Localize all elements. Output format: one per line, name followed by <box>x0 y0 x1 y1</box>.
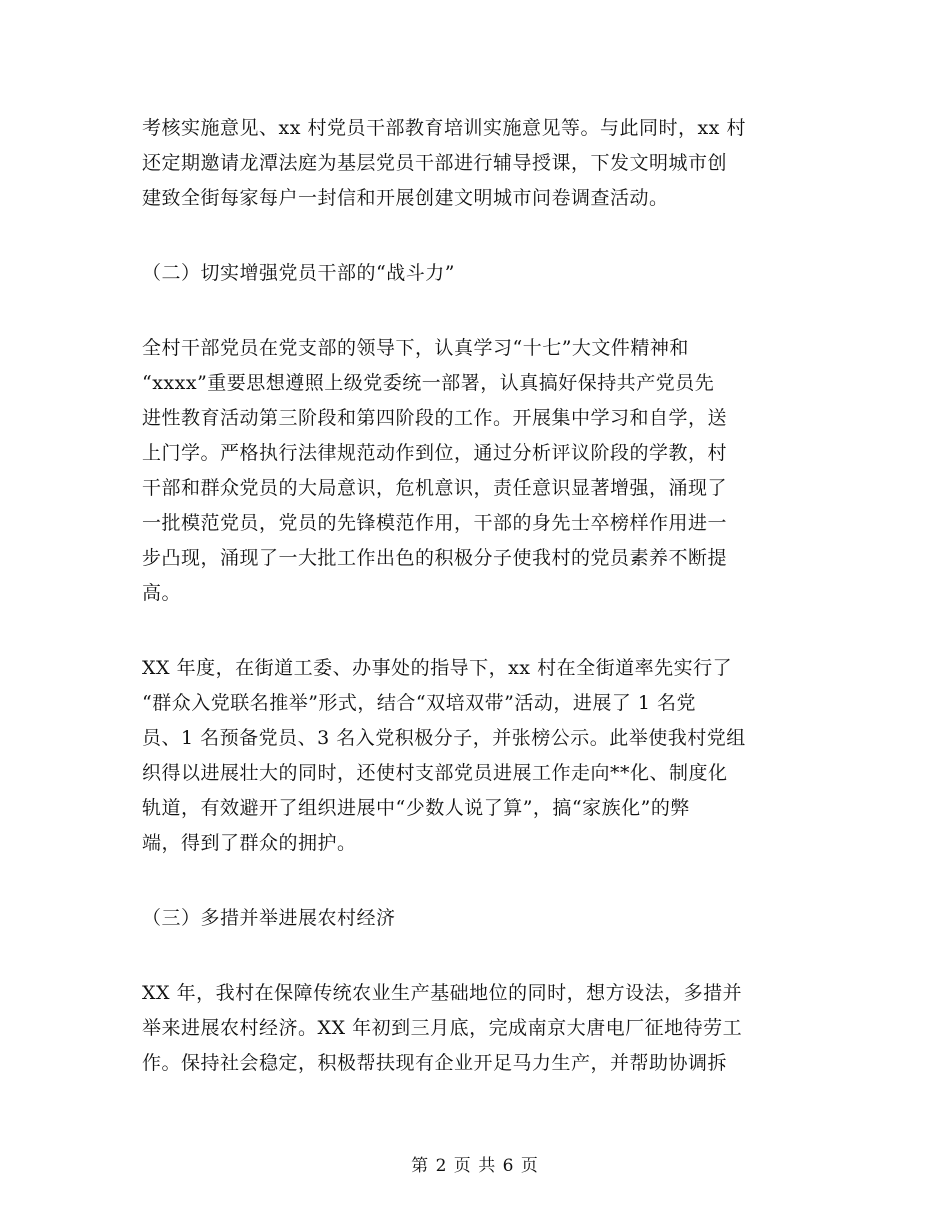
section-heading: （三）多措并举进展农村经济 <box>142 907 396 929</box>
text-line: 进性教育活动第三阶段和第四阶段的工作。开展集中学习和自学，送 <box>142 407 728 429</box>
text-line: 建致全街每家每户一封信和开展创建文明城市问卷调查活动。 <box>142 187 669 209</box>
text-line: “xxxx”重要思想遵照上级党委统一部署，认真搞好保持共产党员先 <box>142 372 715 394</box>
text-line: 还定期邀请龙潭法庭为基层党员干部进行辅导授课，下发文明城市创 <box>142 152 728 174</box>
page-number-footer: 第 2 页 共 6 页 <box>411 1156 539 1176</box>
text-line: 全村干部党员在党支部的领导下，认真学习“十七”大文件精神和 <box>142 337 689 359</box>
text-line: 员、1 名预备党员、3 名入党积极分子，并张榜公示。此举使我村党组 <box>142 727 746 749</box>
text-line: 步凸现，涌现了一大批工作出色的积极分子使我村的党员素养不断提 <box>142 547 728 569</box>
text-line: 作。保持社会稳定，积极帮扶现有企业开足马力生产，并帮助协调拆 <box>142 1052 728 1074</box>
text-line: 举来进展农村经济。XX 年初到三月底，完成南京大唐电厂征地待劳工 <box>142 1017 743 1039</box>
text-line: 上门学。严格执行法律规范动作到位，通过分析评议阶段的学教，村 <box>142 442 728 464</box>
text-line: 高。 <box>142 582 182 604</box>
text-line: 一批模范党员，党员的先锋模范作用，干部的身先士卒榜样作用进一 <box>142 512 728 534</box>
text-line: XX 年度，在街道工委、办事处的指导下，xx 村在全街道率先实行了 <box>142 657 733 679</box>
text-line: 干部和群众党员的大局意识，危机意识，责任意识显著增强，涌现了 <box>142 477 728 499</box>
text-line: “群众入党联名推举”形式，结合“双培双带”活动，进展了 1 名党 <box>142 692 697 714</box>
text-line: XX 年，我村在保障传统农业生产基础地位的同时，想方设法，多措并 <box>142 982 743 1004</box>
text-line: 考核实施意见、xx 村党员干部教育培训实施意见等。与此同时，xx 村 <box>142 117 746 139</box>
text-line: 端，得到了群众的拥护。 <box>142 832 357 854</box>
section-heading: （二）切实增强党员干部的“战斗力” <box>142 262 455 284</box>
text-line: 轨道，有效避开了组织进展中“少数人说了算”，搞“家族化”的弊 <box>142 797 690 819</box>
text-line: 织得以进展壮大的同时，还使村支部党员进展工作走向**化、制度化 <box>142 762 728 784</box>
